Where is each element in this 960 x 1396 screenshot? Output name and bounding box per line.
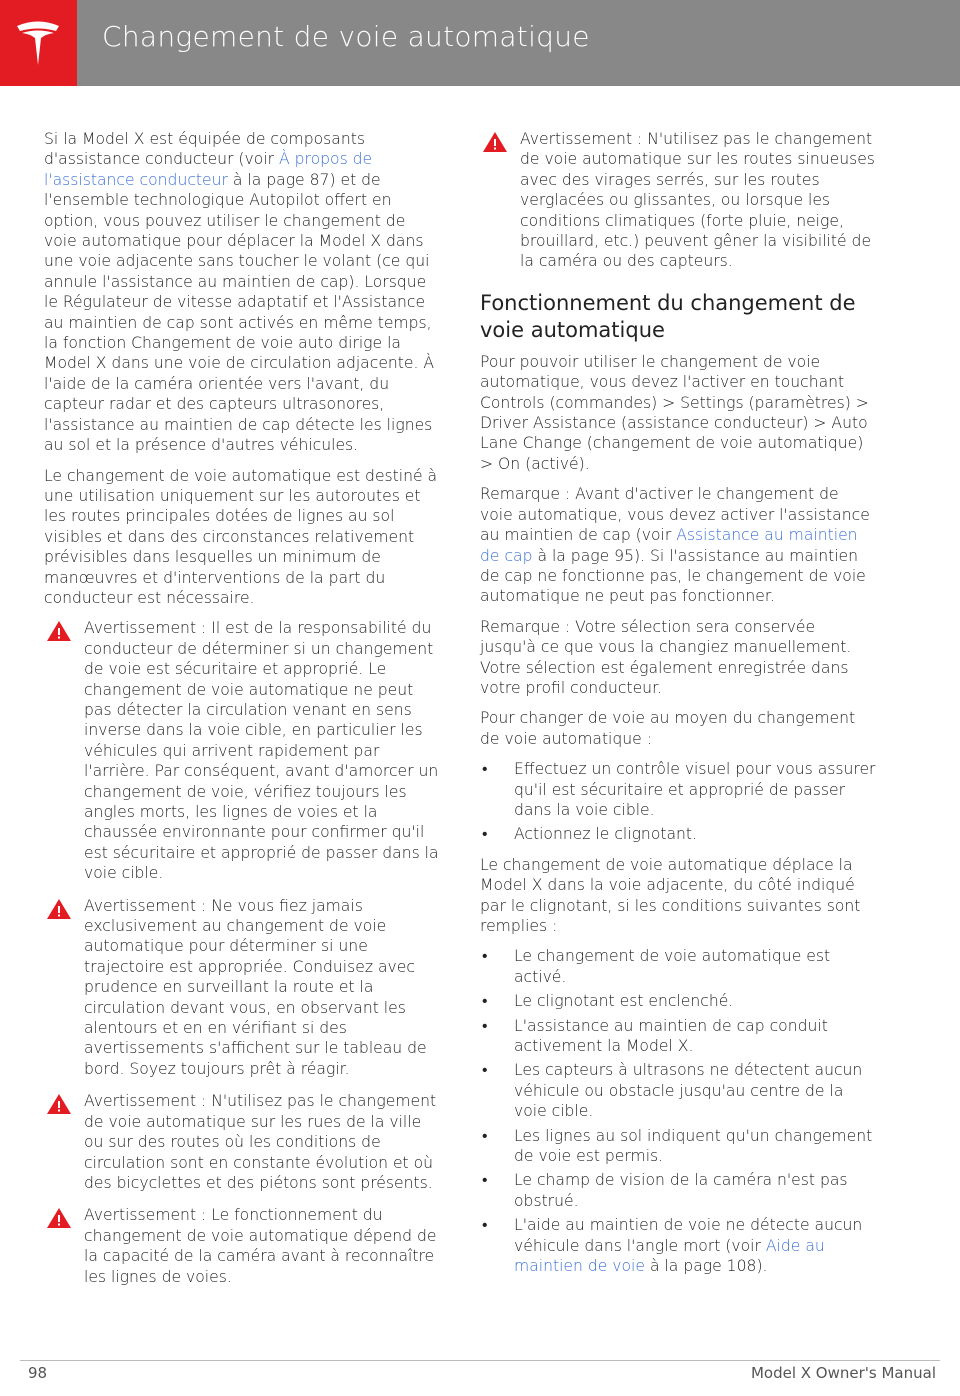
list-item: • Effectuez un contrôle visuel pour vous assurer qu'il est sécuritaire et approprié de passer dans la voie cible. [480, 759, 876, 820]
note-paragraph: Remarque : Avant d'activer le changement de voie automatique, vous devez activer l'assistance au maintien de cap (voir Assistance au maintien de cap à la page 95). Si l'assistance au maintien de cap ne fonctionne pas, le changement de voie automatique ne peut pas fonctionner. [480, 485, 870, 606]
left-column [44, 129, 440, 1299]
warning-block [44, 1091, 440, 1193]
warning-block [480, 129, 876, 272]
list-item: • Actionnez le clignotant. [480, 824, 876, 844]
list-item: • Les lignes au sol indiquent qu'un changement de voie est permis. [480, 1126, 876, 1167]
warning-icon [46, 620, 72, 642]
list-item: • Le champ de vision de la caméra n'est pas obstrué. [480, 1170, 876, 1211]
procedure-intro: Pour changer de voie au moyen du changement de voie automatique : [480, 709, 856, 748]
warning-block [44, 1205, 440, 1287]
warning-text: Avertissement : N'utilisez pas le changement de voie automatique sur les routes sinueuses avec des virages serrés, sur les routes verglacées ou glissantes, ou lorsque les conditions climatiques (forte pluie, neige, brouillard, etc.) peuvent gêner la visibilité de la caméra ou des capteurs. [520, 130, 875, 271]
list-item: • Le clignotant est enclenché. [480, 991, 876, 1011]
note-paragraph: Remarque : Votre sélection sera conservée jusqu'à ce que vous la changiez manuellement. Votre sélection est également enregistrée dans votre profil conducteur. [480, 617, 852, 697]
tesla-logo-icon [14, 17, 62, 69]
warning-icon [482, 131, 508, 153]
page-number: 98 [28, 1364, 48, 1382]
link-assistance-conducteur[interactable]: À propos de l'assistance conducteur [44, 150, 373, 189]
list-item: • L'aide au maintien de voie ne détecte aucun véhicule dans l'angle mort (voir Aide au maintien de voie à la page 108). [480, 1215, 876, 1276]
warning-text: Avertissement : N'utilisez pas le changement de voie automatique sur les rues de la ville ou sur des routes où les conditions de circulation sont en constante évolution et où des bicyclettes et des piétons sont présents. [84, 1092, 437, 1192]
list-item: • L'assistance au maintien de cap conduit activement la Model X. [480, 1016, 876, 1057]
page-header [0, 0, 960, 86]
link-aide-maintien-voie[interactable]: Aide au maintien de voie [514, 1236, 825, 1276]
activation-paragraph: Pour pouvoir utiliser le changement de voie automatique, vous devez l'activer en touchant Controls (commandes) > Settings (paramètres) > Driver Assistance (assistance conducteur) > Auto Lane Change (changement de voie automatique) > On (activé). [480, 352, 869, 473]
warning-block [44, 618, 440, 883]
steps-list [480, 759, 876, 845]
right-column [480, 129, 876, 1287]
warning-icon [46, 1093, 72, 1115]
warning-text: Avertissement : Il est de la responsabilité du conducteur de déterminer si un changement de voie est sécuritaire et approprié. Le changement de voie automatique ne peut pas détecter la circulation venant en sens inverse dans la voie cible, en particulier les véhicules qui arrivent rapidement par l'arrière. Par conséquent, avant d'amorcer un changement de voie, vérifiez toujours les angles morts, les lignes de voies et la chaussée environnante pour confirmer qu'il est sécuritaire et approprié de passer dans la voie cible. [84, 619, 439, 883]
warning-text: Avertissement : Le fonctionnement du changement de voie automatique dépend de la capacité de la caméra avant à reconnaître les lignes de voies. [84, 1206, 437, 1286]
usage-paragraph: Le changement de voie automatique est destiné à une utilisation uniquement sur les autoroutes et les routes principales dotées de lignes au sol visibles et dans des circonstances relativement prévisibles dans lesquelles un minimum de manœuvres et d'interventions de la part du conducteur est nécessaire. [44, 466, 438, 607]
section-heading: Fonctionnement du changement de voie automatique [480, 290, 856, 342]
conditions-intro: Le changement de voie automatique déplace la Model X dans la voie adjacente, du côté indiqué par le clignotant, si les conditions suivantes sont remplies : [480, 855, 861, 935]
link-maintien-de-cap[interactable]: Assistance au maintien de cap [480, 526, 858, 565]
intro-paragraph: Si la Model X est équipée de composants d'assistance conducteur (voir À propos de l'assistance conducteur à la page 87) et de l'ensemble technologique Autopilot offert en option, vous pouvez utiliser le changement de voie automatique pour déplacer la Model X dans une voie adjacente sans toucher le volant (ce qui annule l'assistance au maintien de cap). Lorsque le Régulateur de vitesse adaptatif et l'Assistance au maintien de cap sont activés en même temps, la fonction Changement de voie auto dirige la Model X dans une voie de circulation adjacente. À l'aide de la caméra orientée vers l'avant, du capteur radar et des capteurs ultrasonores, l'assistance au maintien de cap détecte les lignes au sol et la présence d'autres véhicules. [44, 130, 435, 455]
footer-divider [20, 1360, 940, 1361]
list-item: • Les capteurs à ultrasons ne détectent aucun véhicule ou obstacle jusqu'au centre de la voie cible. [480, 1060, 876, 1121]
warning-block [44, 896, 440, 1080]
warning-icon [46, 898, 72, 920]
conditions-list [480, 946, 876, 1276]
tesla-logo [0, 0, 77, 86]
warning-text: Avertissement : Ne vous fiez jamais exclusivement au changement de voie automatique pour déterminer si une trajectoire est appropriée. Conduisez avec prudence en surveillant la route et la circulation devant vous, en observant les alentours et en en vérifiant si des avertissements s'affichent sur le tableau de bord. Soyez toujours prêt à réagir. [84, 896, 427, 1078]
manual-name: Model X Owner's Manual [750, 1364, 936, 1382]
page-title: Changement de voie automatique [102, 20, 590, 53]
warning-icon [46, 1207, 72, 1229]
list-item: • Le changement de voie automatique est activé. [480, 946, 876, 987]
